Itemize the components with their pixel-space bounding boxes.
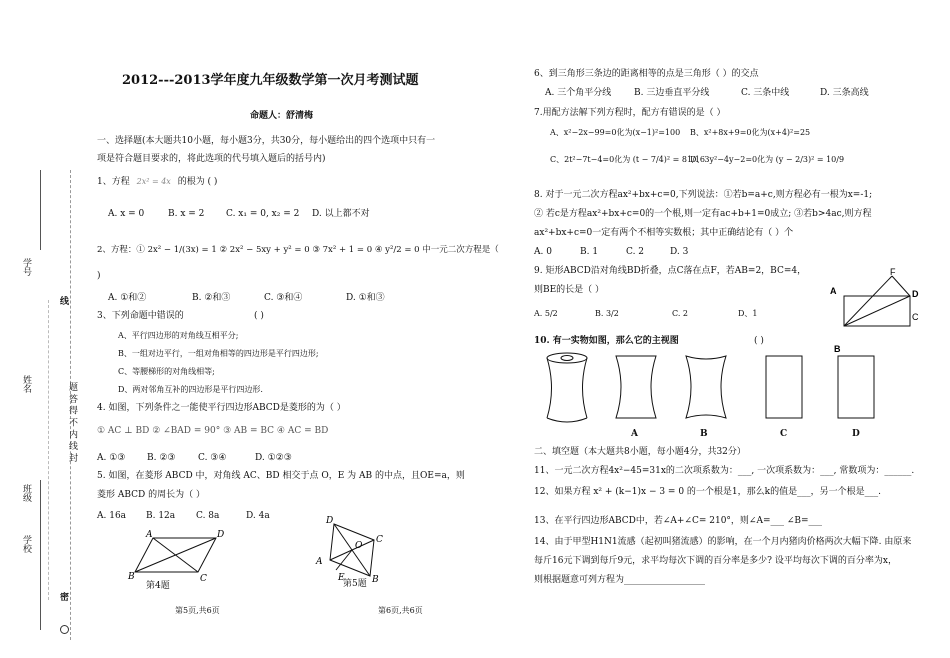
q5-option-c: C. 8a	[196, 511, 220, 521]
q5-option-a: A. 16a	[97, 511, 127, 521]
fig9-label-c: C	[912, 312, 919, 322]
q9-stem-2: 则BE的长是（ ）	[534, 285, 605, 295]
q14-stem-2: 每斤16元下调到每斤9元，求平均每次下调的百分率是多少? 设平均每次下调的百分率为x，	[534, 556, 897, 566]
binding-line-2	[48, 300, 50, 600]
q7-option-c: C、2t²−7t−4=0化为 (t − 7/4)² = 81/16	[550, 155, 705, 164]
q10-label-c: C	[780, 429, 788, 439]
q2-option-d: D. ①和③	[346, 293, 385, 303]
svg-text:C: C	[200, 574, 207, 584]
q10-object-figure	[540, 350, 600, 426]
fig9-label-d: D	[912, 289, 919, 299]
q6-option-a: A. 三个角平分线	[545, 88, 612, 98]
q10-stem: 10. 有一实物如图，那么它的主视图	[534, 336, 679, 346]
side-label-xuexiao: 学校	[21, 535, 31, 553]
q9-option-b: B. 3/2	[595, 309, 619, 318]
side-label-mi: 密	[58, 592, 68, 601]
q4-option-b: B. ②③	[147, 453, 176, 463]
q8-stem-3: ax²+bx+c=0一定有两个不相等实数根；其中正确结论有（ ）个	[534, 228, 794, 238]
figure-4-parallelogram	[128, 526, 228, 582]
q4-stem: 4. 如图，下列条件之一能使平行四边形ABCD是菱形的为（ ）	[97, 403, 346, 413]
figure-5-caption: 第5题	[343, 579, 367, 589]
svg-text:C: C	[376, 535, 383, 545]
svg-text:E: E	[338, 573, 345, 583]
side-label-xingming: 姓名	[21, 375, 31, 393]
q5-option-b: B. 12a	[146, 511, 176, 521]
q5-stem-2: 菱形 ABCD 的周长为（ ）	[97, 490, 205, 500]
svg-text:A: A	[146, 530, 153, 540]
q8-option-a: A. 0	[534, 247, 552, 257]
q1-tail: 的根为 ( )	[177, 177, 218, 187]
q6-stem: 6、到三角形三条边的距离相等的点是三角形（ ）的交点	[534, 69, 759, 79]
svg-text:D: D	[217, 530, 225, 540]
section1-header-2: 项是符合题目要求的，将此选项的代号填入题后的括号内)	[97, 154, 326, 164]
q1-equation: 2x² = 4x	[136, 177, 171, 186]
q10-label-d: D	[852, 429, 860, 439]
q9-stem-1: 9. 矩形ABCD沿对角线BD折叠，点C落在点F，若AB=2，BC=4，	[534, 266, 807, 276]
left-page-footer: 第5页,共6页	[175, 606, 220, 615]
q9-option-d: D、1	[738, 309, 758, 318]
q2-option-c: C. ③和④	[264, 293, 303, 303]
q5-option-d: D. 4a	[246, 511, 270, 521]
q8-option-b: B. 1	[580, 247, 599, 257]
q3-stem: 3、下列命题中错误的	[97, 311, 184, 321]
side-underline-xuehao	[40, 170, 41, 250]
q7-option-d: D、3y²−4y−2=0化为 (y − 2/3)² = 10/9	[690, 155, 845, 164]
side-seal-text: 题 答 得 不 内 线 封	[67, 382, 77, 463]
q2-stem: 2、方程：① 2x² − 1/(3x) = 1 ② 2x² − 5xy + y² = 0 ③ 7x² + 1 = 0 ④ y²/2 = 0 中一元二次方程是（	[97, 245, 499, 255]
q10-label-a: A	[631, 429, 638, 439]
q1-option-d: D. 以上都不对	[312, 209, 370, 219]
side-label-xian: 线	[58, 296, 68, 305]
q4-option-d: D. ①②③	[255, 453, 292, 463]
q8-stem-2: ② 若c是方程ax²+bx+c=0的一个根,则一定有ac+b+1=0成立; ③若b>4ac,则方程	[534, 209, 872, 219]
q3-option-a: A、平行四边形的对角线互相平分;	[118, 331, 239, 340]
q10-paren: ( )	[754, 336, 764, 346]
fig9-label-a: A	[830, 286, 837, 296]
exam-author: 命题人：舒清梅	[250, 111, 314, 121]
q1-option-c: C. x₁ = 0, x₂ = 2	[226, 209, 300, 219]
q10-view-b	[682, 352, 730, 422]
q6-option-c: C. 三条中线	[741, 88, 790, 98]
q1-option-b: B. x = 2	[168, 209, 205, 219]
q9-option-a: A. 5/2	[534, 309, 558, 318]
q10-view-a	[612, 352, 660, 422]
q12-stem: 12、如果方程 x² + (k−1)x − 3 = 0 的一个根是1，那么k的值是___，另一个根是___.	[534, 487, 881, 497]
q3-paren: ( )	[254, 311, 264, 321]
q8-option-c: C. 2	[626, 247, 645, 257]
svg-text:B: B	[128, 572, 135, 582]
side-label-banji: 班级	[21, 484, 31, 502]
q8-option-d: D. 3	[670, 247, 689, 257]
svg-text:O: O	[355, 541, 363, 551]
q3-option-d: D、两对邻角互补的四边形是平行四边形.	[118, 385, 263, 394]
figure-4-caption: 第4题	[146, 581, 170, 591]
svg-text:D: D	[326, 516, 334, 526]
q10-view-c	[762, 352, 810, 422]
q7-option-b: B、x²+8x+9=0化为(x+4)²=25	[690, 128, 811, 137]
q4-option-c: C. ③④	[198, 453, 227, 463]
q3-option-b: B、一组对边平行，一组对角相等的四边形是平行四边形;	[118, 349, 319, 358]
q14-stem-1: 14、由于甲型H1N1流感（起初叫猪流感）的影响，在一个月内猪肉价格两次大幅下降. 由原来	[534, 537, 912, 547]
q3-option-c: C、等腰梯形的对角线相等;	[118, 367, 215, 376]
fig9-label-b: B	[834, 344, 841, 354]
side-underline-school	[40, 480, 41, 630]
q7-option-a: A、x²−2x−99=0化为(x−1)²=100	[550, 128, 681, 137]
q2-option-a: A. ①和②	[108, 293, 147, 303]
q9-option-c: C. 2	[672, 309, 689, 318]
q7-stem: 7.用配方法解下列方程时，配方有错误的是（ ）	[534, 108, 726, 118]
q2-close: )	[97, 271, 101, 281]
q5-stem-1: 5. 如图，在菱形 ABCD 中，对角线 AC、BD 相交于点 O，E 为 AB 的中点，且OE=a，则	[97, 471, 465, 481]
q2-option-b: B. ②和③	[192, 293, 231, 303]
q14-stem-3: 则根据题意可列方程为__________________	[534, 575, 706, 585]
side-label-xuehao: 学号	[21, 258, 31, 276]
q13-stem: 13、在平行四边形ABCD中，若∠A+∠C= 210°，则∠A=___ ∠B=___	[534, 516, 823, 526]
q1-stem	[97, 176, 217, 188]
svg-text:A: A	[316, 557, 323, 567]
section2-header: 二、填空题（本大题共8小题，每小题4分，共32分）	[534, 447, 746, 457]
punch-hole	[60, 625, 69, 634]
q8-stem-1: 8. 对于一元二次方程ax²+bx+c=0,下列说法：①若b=a+c,则方程必有一根为x=-1;	[534, 190, 873, 200]
q4-conditions: ① AC ⊥ BD ② ∠BAD = 90° ③ AB = BC ④ AC = BD	[97, 426, 329, 436]
q4-option-a: A. ①③	[97, 453, 126, 463]
right-page-footer: 第6页,共6页	[378, 606, 423, 615]
q1-option-a: A. x = 0	[108, 209, 145, 219]
fig9-label-f: F	[890, 267, 896, 277]
q10-view-d	[834, 352, 882, 422]
q1-label: 1、方程	[97, 177, 130, 187]
q10-label-b: B	[700, 429, 708, 439]
figure-9-folded-rectangle	[828, 266, 928, 354]
exam-title: 2012---2013学年度九年级数学第一次月考测试题	[122, 73, 419, 88]
svg-text:B: B	[372, 575, 379, 585]
section1-header-1: 一、选择题(本大题共10小题，每小题3分，共30分，每小题给出的四个选项中只有一	[97, 136, 436, 146]
q6-option-d: D. 三条高线	[820, 88, 869, 98]
q6-option-b: B. 三边垂直平分线	[634, 88, 710, 98]
q11-stem: 11、一元二次方程4x²−45=31x的二次项系数为：___, 一次项系数为：___, 常数项为：______.	[534, 466, 915, 476]
